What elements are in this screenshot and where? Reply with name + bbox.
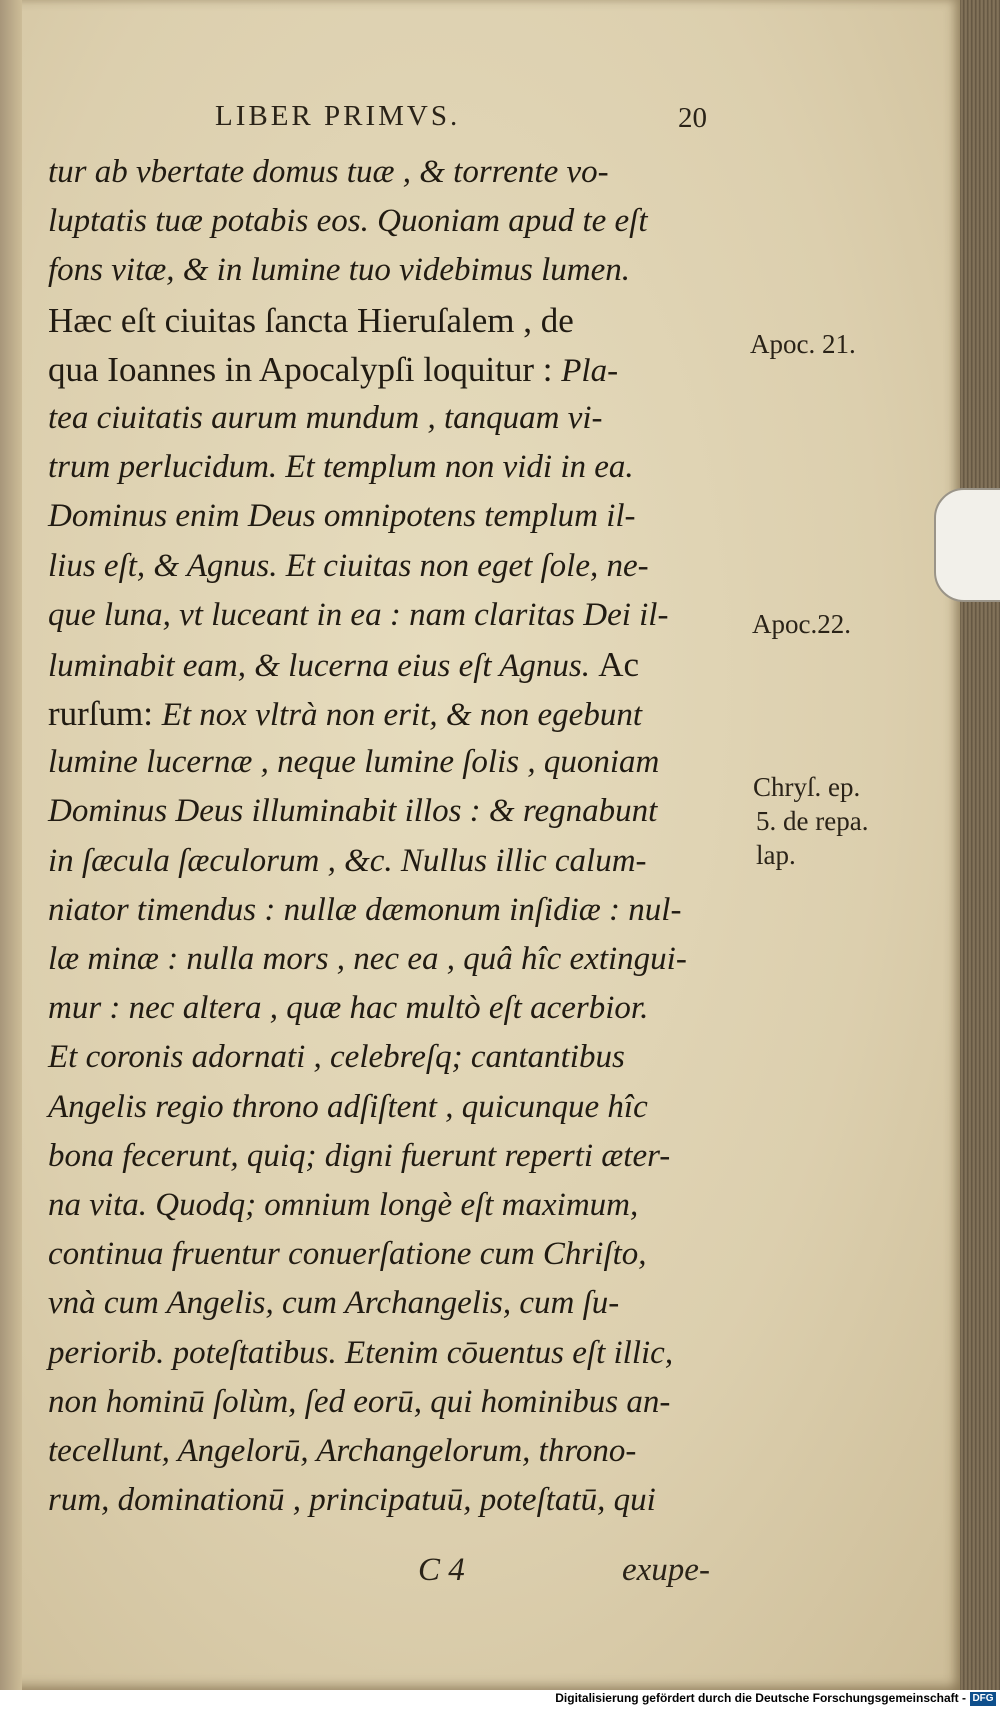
marginal-note-apoc-22: Apoc.22. <box>752 609 851 639</box>
text-segment: Ac <box>598 644 640 684</box>
text-line <box>48 984 748 1033</box>
text-segment: rurſum: <box>48 694 162 734</box>
text-line <box>48 787 748 836</box>
text-line <box>48 1476 748 1525</box>
text-segment: mur : nec altera , quæ hac multò eſt acerbior. <box>48 990 649 1027</box>
text-segment: Et nox vltrà non erit, & non egebunt <box>161 697 642 734</box>
text-segment: Et coronis adornati , celebreſq; cantantibus <box>48 1039 625 1076</box>
text-segment: qua Ioannes in Apocalypſi loquitur : <box>48 349 562 389</box>
text-line <box>48 296 748 345</box>
text-segment: vnà cum Angelis, cum Archangelis, cum ſu- <box>48 1285 620 1322</box>
text-segment: bona fecerunt, quiq; digni fuerunt reperti æter- <box>48 1137 671 1174</box>
text-segment: Angelis regio throno adſiſtent , quicunque hîc <box>48 1088 648 1125</box>
text-line <box>48 345 748 394</box>
text-line <box>48 394 748 443</box>
text-segment: lumine lucernæ , neque lumine ſolis , quoniam <box>48 744 660 781</box>
text-segment: tea ciuitatis aurum mundum , tanquam vi- <box>48 399 603 436</box>
page-gutter <box>0 0 22 1690</box>
marginal-note-chrys-line-3: lap. <box>756 840 796 870</box>
text-line <box>48 246 748 295</box>
text-segment: luminabit eam, & lucerna eius eſt Agnus. <box>48 647 599 684</box>
text-segment: Hæc eſt ciuitas ſancta Hieruſalem , de <box>48 300 574 340</box>
text-segment: niator timendus : nullæ dæmonum inſidiæ : nul- <box>48 891 682 928</box>
running-title: LIBER PRIMVS. <box>215 100 461 132</box>
text-line <box>48 492 748 541</box>
text-line <box>48 1230 748 1279</box>
text-line <box>48 148 748 197</box>
text-line <box>48 1427 748 1476</box>
bookmark-tab <box>934 488 1000 602</box>
text-line <box>48 1083 748 1132</box>
text-line <box>48 689 748 738</box>
catchword: exupe- <box>622 1552 710 1588</box>
text-segment: læ minæ : nulla mors , nec ea , quâ hîc extingui- <box>48 941 687 977</box>
text-line <box>48 935 748 984</box>
page-edges <box>960 0 1000 1690</box>
text-segment: que luna, vt luceant in ea : nam claritas Dei il- <box>48 596 669 633</box>
marginal-note-chrys-line-2: 5. de repa. <box>756 806 869 836</box>
signature-mark: C 4 <box>418 1552 465 1588</box>
text-line <box>48 1279 748 1328</box>
text-segment: tur ab vbertate domus tuæ , & torrente vo- <box>48 154 609 190</box>
body-text <box>48 148 748 1525</box>
footer-credit: Digitalisierung gefördert durch die Deutsche Forschungsgemeinschaft - <box>555 1691 966 1705</box>
text-line <box>48 591 748 640</box>
marginal-note-chrys-line-1: Chryſ. ep. <box>753 772 861 802</box>
text-segment: Pla- <box>561 352 619 389</box>
text-segment: periorib. poteſtatibus. Etenim cōuentus eſt illic, <box>48 1334 674 1371</box>
text-segment: luptatis tuæ potabis eos. Quoniam apud te eſt <box>48 203 648 240</box>
text-segment: trum perlucidum. Et templum non vidi in ea. <box>48 449 634 486</box>
text-line <box>48 1033 748 1082</box>
dfg-logo: DFG <box>970 1692 996 1706</box>
text-segment: Dominus enim Deus omnipotens templum il- <box>48 498 636 535</box>
text-segment: in ſæcula ſæculorum , &c. Nullus illic calum- <box>48 842 647 879</box>
text-segment: continua fruentur conuerſatione cum Chriſto, <box>48 1236 647 1273</box>
text-segment: non hominū ſolùm, ſed eorū, qui hominibus an- <box>48 1383 671 1420</box>
text-line <box>48 1181 748 1230</box>
text-line <box>48 886 748 935</box>
footer-bar <box>0 1690 1000 1709</box>
text-line <box>48 1378 748 1427</box>
marginal-note-apoc-21: Apoc. 21. <box>750 329 856 359</box>
text-segment: rum, dominationū , principatuū, poteſtatū, qui <box>48 1482 656 1519</box>
text-segment: Dominus Deus illuminabit illos : & regnabunt <box>48 793 658 830</box>
text-segment: fons vitæ, & in lumine tuo videbimus lumen. <box>48 252 631 289</box>
text-line <box>48 443 748 492</box>
text-line <box>48 542 748 591</box>
text-line <box>48 1132 748 1181</box>
text-segment: na vita. Quodq; omnium longè eſt maximum, <box>48 1186 639 1223</box>
text-line <box>48 197 748 246</box>
text-line <box>48 640 748 689</box>
text-line <box>48 1329 748 1378</box>
text-line <box>48 837 748 886</box>
text-line <box>48 738 748 787</box>
text-segment: tecellunt, Angelorū, Archangelorum, throno- <box>48 1432 637 1469</box>
page-number: 20 <box>678 102 707 134</box>
text-segment: lius eſt, & Agnus. Et ciuitas non eget ſole, ne- <box>48 547 649 584</box>
